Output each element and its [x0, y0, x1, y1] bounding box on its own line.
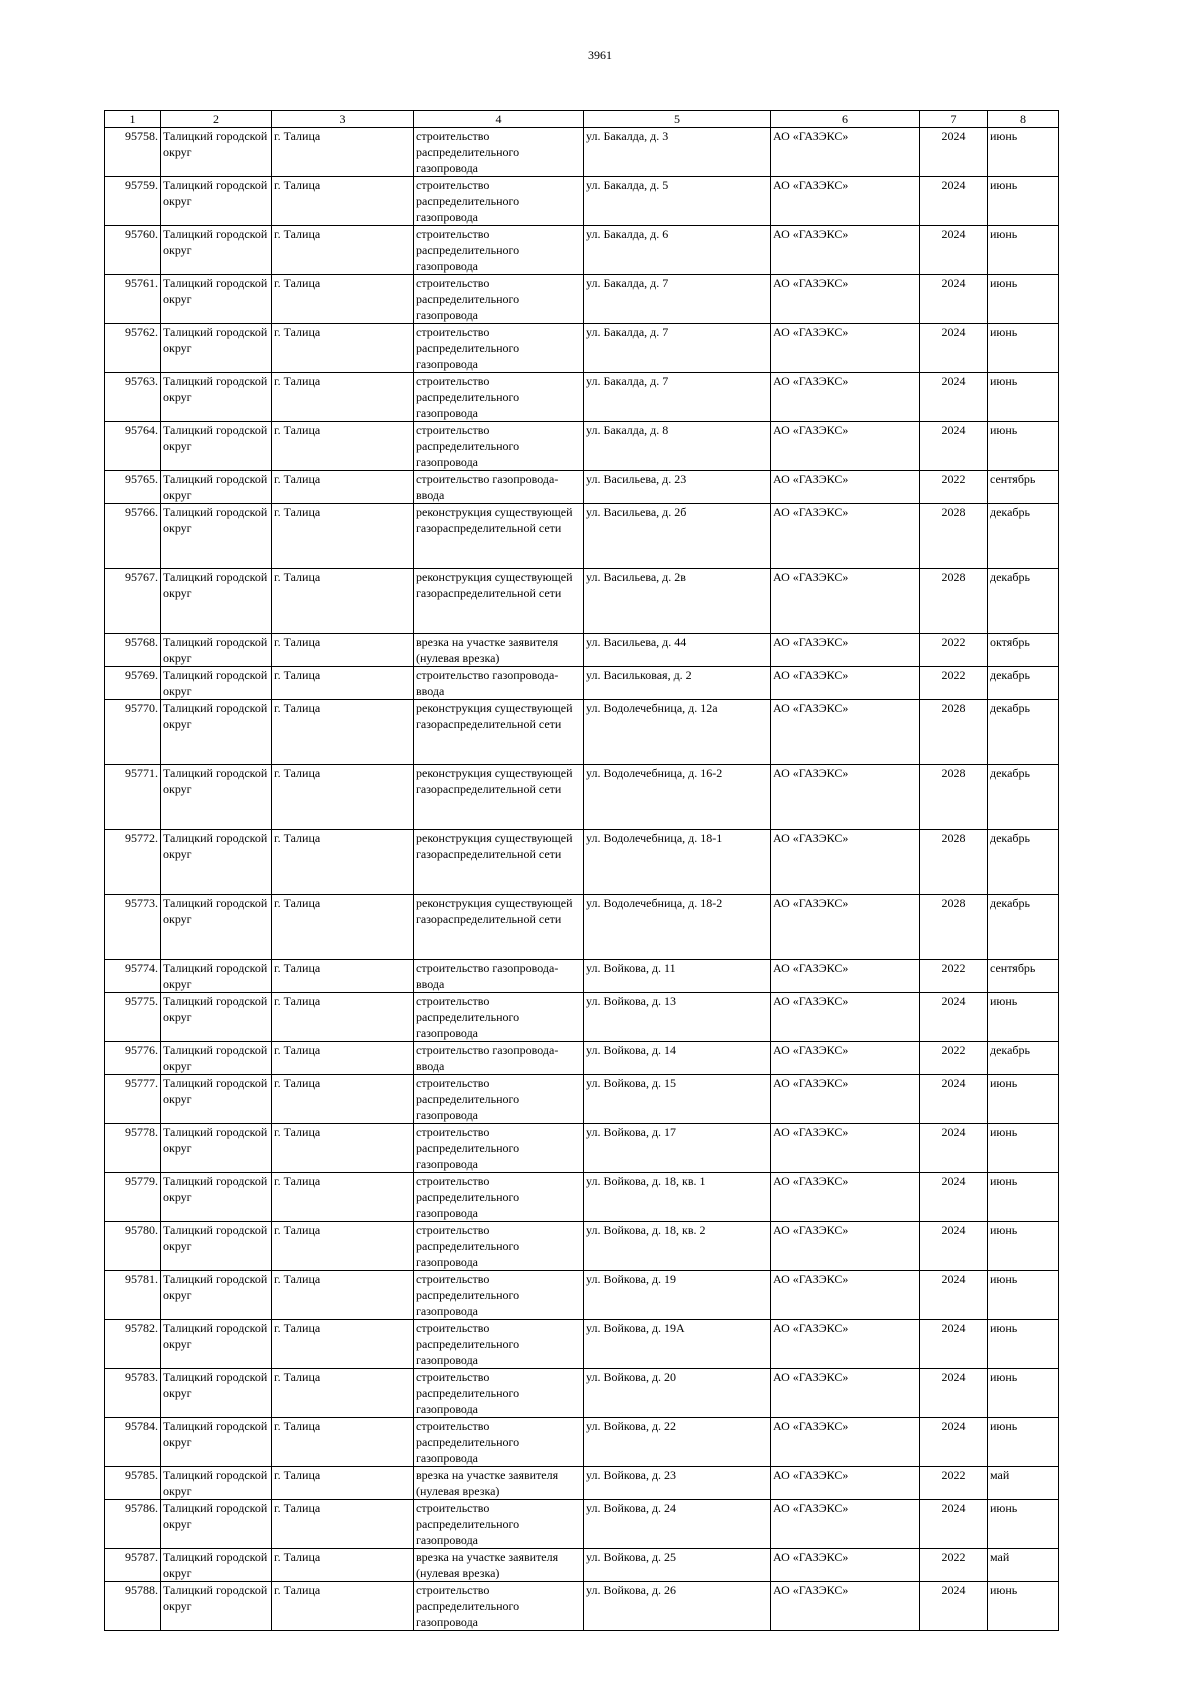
cell-number: 95787. [105, 1549, 161, 1582]
cell-locality: г. Талица [272, 700, 414, 765]
cell-district: Талицкий городской округ [161, 1582, 272, 1631]
cell-address: ул. Бакалда, д. 7 [584, 275, 771, 324]
cell-district: Талицкий городской округ [161, 634, 272, 667]
table-row [105, 960, 1059, 993]
cell-month: июнь [988, 1173, 1059, 1222]
cell-organization: АО «ГАЗЭКС» [771, 422, 920, 471]
table-row [105, 1320, 1059, 1369]
cell-locality: г. Талица [272, 324, 414, 373]
table-row [105, 667, 1059, 700]
cell-organization: АО «ГАЗЭКС» [771, 324, 920, 373]
cell-year: 2028 [920, 765, 988, 830]
table-row [105, 830, 1059, 895]
cell-number: 95784. [105, 1418, 161, 1467]
cell-month: июнь [988, 226, 1059, 275]
table-row [105, 324, 1059, 373]
cell-address: ул. Васильковая, д. 2 [584, 667, 771, 700]
cell-organization: АО «ГАЗЭКС» [771, 1173, 920, 1222]
cell-locality: г. Талица [272, 895, 414, 960]
cell-month: декабрь [988, 895, 1059, 960]
cell-organization: АО «ГАЗЭКС» [771, 993, 920, 1042]
table-row [105, 1369, 1059, 1418]
cell-locality: г. Талица [272, 1042, 414, 1075]
cell-locality: г. Талица [272, 471, 414, 504]
cell-year: 2024 [920, 226, 988, 275]
cell-number: 95767. [105, 569, 161, 634]
cell-month: май [988, 1467, 1059, 1500]
table-row [105, 569, 1059, 634]
cell-month: декабрь [988, 700, 1059, 765]
cell-work-type: строительство распределительного газопровода [414, 324, 584, 373]
cell-organization: АО «ГАЗЭКС» [771, 1271, 920, 1320]
cell-month: декабрь [988, 830, 1059, 895]
cell-month: июнь [988, 177, 1059, 226]
cell-locality: г. Талица [272, 1124, 414, 1173]
cell-year: 2028 [920, 830, 988, 895]
cell-address: ул. Войкова, д. 17 [584, 1124, 771, 1173]
table-row [105, 373, 1059, 422]
table-row [105, 700, 1059, 765]
cell-address: ул. Войкова, д. 18, кв. 2 [584, 1222, 771, 1271]
cell-number: 95776. [105, 1042, 161, 1075]
cell-locality: г. Талица [272, 1320, 414, 1369]
cell-work-type: строительство распределительного газопровода [414, 1173, 584, 1222]
cell-work-type: строительство распределительного газопровода [414, 1320, 584, 1369]
cell-organization: АО «ГАЗЭКС» [771, 634, 920, 667]
cell-month: сентябрь [988, 960, 1059, 993]
cell-month: декабрь [988, 1042, 1059, 1075]
cell-year: 2024 [920, 177, 988, 226]
cell-month: декабрь [988, 765, 1059, 830]
cell-month: июнь [988, 1271, 1059, 1320]
cell-number: 95759. [105, 177, 161, 226]
cell-work-type: врезка на участке заявителя (нулевая врезка) [414, 1467, 584, 1500]
table-row [105, 422, 1059, 471]
cell-month: июнь [988, 128, 1059, 177]
cell-number: 95779. [105, 1173, 161, 1222]
table-row [105, 226, 1059, 275]
cell-address: ул. Бакалда, д. 7 [584, 373, 771, 422]
cell-district: Талицкий городской округ [161, 960, 272, 993]
cell-month: июнь [988, 422, 1059, 471]
cell-district: Талицкий городской округ [161, 1271, 272, 1320]
cell-locality: г. Талица [272, 634, 414, 667]
cell-address: ул. Водолечебница, д. 12а [584, 700, 771, 765]
cell-month: июнь [988, 1369, 1059, 1418]
cell-work-type: реконструкция существующей газораспределительной сети [414, 830, 584, 895]
cell-number: 95774. [105, 960, 161, 993]
table-row [105, 1222, 1059, 1271]
page-number: 3961 [588, 48, 612, 62]
table-row [105, 1467, 1059, 1500]
table-row [105, 128, 1059, 177]
table-row [105, 1124, 1059, 1173]
cell-address: ул. Васильева, д. 44 [584, 634, 771, 667]
cell-address: ул. Войкова, д. 11 [584, 960, 771, 993]
cell-address: ул. Бакалда, д. 8 [584, 422, 771, 471]
cell-district: Талицкий городской округ [161, 1320, 272, 1369]
table-row [105, 895, 1059, 960]
cell-year: 2028 [920, 700, 988, 765]
table-header [105, 111, 1059, 128]
column-header-8: 8 [988, 111, 1059, 128]
cell-organization: АО «ГАЗЭКС» [771, 700, 920, 765]
cell-address: ул. Васильева, д. 23 [584, 471, 771, 504]
cell-year: 2028 [920, 569, 988, 634]
cell-organization: АО «ГАЗЭКС» [771, 895, 920, 960]
cell-locality: г. Талица [272, 1075, 414, 1124]
cell-year: 2024 [920, 1173, 988, 1222]
table-row [105, 634, 1059, 667]
cell-locality: г. Талица [272, 1222, 414, 1271]
cell-number: 95765. [105, 471, 161, 504]
cell-organization: АО «ГАЗЭКС» [771, 504, 920, 569]
cell-year: 2024 [920, 1075, 988, 1124]
table-row [105, 177, 1059, 226]
cell-work-type: строительство газопровода-ввода [414, 1042, 584, 1075]
cell-work-type: строительство распределительного газопровода [414, 1222, 584, 1271]
cell-month: июнь [988, 1500, 1059, 1549]
cell-year: 2024 [920, 275, 988, 324]
cell-organization: АО «ГАЗЭКС» [771, 226, 920, 275]
cell-work-type: строительство распределительного газопровода [414, 1369, 584, 1418]
cell-year: 2022 [920, 1467, 988, 1500]
table-row [105, 1271, 1059, 1320]
cell-organization: АО «ГАЗЭКС» [771, 1549, 920, 1582]
cell-year: 2022 [920, 634, 988, 667]
column-header-6: 6 [771, 111, 920, 128]
cell-organization: АО «ГАЗЭКС» [771, 1369, 920, 1418]
table-row [105, 275, 1059, 324]
cell-district: Талицкий городской округ [161, 1500, 272, 1549]
column-header-2: 2 [161, 111, 272, 128]
cell-number: 95773. [105, 895, 161, 960]
cell-address: ул. Войкова, д. 13 [584, 993, 771, 1042]
cell-locality: г. Талица [272, 128, 414, 177]
cell-number: 95780. [105, 1222, 161, 1271]
cell-month: октябрь [988, 634, 1059, 667]
cell-number: 95770. [105, 700, 161, 765]
cell-district: Талицкий городской округ [161, 667, 272, 700]
cell-district: Талицкий городской округ [161, 1467, 272, 1500]
cell-address: ул. Войкова, д. 19 [584, 1271, 771, 1320]
cell-address: ул. Бакалда, д. 6 [584, 226, 771, 275]
cell-number: 95777. [105, 1075, 161, 1124]
column-header-1: 1 [105, 111, 161, 128]
cell-address: ул. Васильева, д. 2в [584, 569, 771, 634]
cell-number: 95781. [105, 1271, 161, 1320]
cell-work-type: врезка на участке заявителя (нулевая врезка) [414, 1549, 584, 1582]
cell-work-type: реконструкция существующей газораспределительной сети [414, 895, 584, 960]
cell-month: июнь [988, 373, 1059, 422]
cell-locality: г. Талица [272, 1467, 414, 1500]
cell-work-type: строительство газопровода-ввода [414, 667, 584, 700]
cell-number: 95778. [105, 1124, 161, 1173]
cell-organization: АО «ГАЗЭКС» [771, 1042, 920, 1075]
cell-work-type: реконструкция существующей газораспределительной сети [414, 569, 584, 634]
cell-year: 2022 [920, 1549, 988, 1582]
cell-district: Талицкий городской округ [161, 324, 272, 373]
cell-district: Талицкий городской округ [161, 765, 272, 830]
cell-work-type: реконструкция существующей газораспределительной сети [414, 765, 584, 830]
cell-month: июнь [988, 1418, 1059, 1467]
table-row [105, 993, 1059, 1042]
cell-organization: АО «ГАЗЭКС» [771, 1124, 920, 1173]
cell-work-type: строительство газопровода-ввода [414, 471, 584, 504]
cell-locality: г. Талица [272, 569, 414, 634]
table-row [105, 1500, 1059, 1549]
cell-work-type: строительство распределительного газопровода [414, 177, 584, 226]
cell-locality: г. Талица [272, 830, 414, 895]
table-row [105, 1042, 1059, 1075]
cell-district: Талицкий городской округ [161, 1173, 272, 1222]
cell-address: ул. Войкова, д. 18, кв. 1 [584, 1173, 771, 1222]
cell-address: ул. Войкова, д. 20 [584, 1369, 771, 1418]
cell-locality: г. Талица [272, 1500, 414, 1549]
cell-address: ул. Бакалда, д. 7 [584, 324, 771, 373]
cell-work-type: строительство распределительного газопровода [414, 275, 584, 324]
cell-organization: АО «ГАЗЭКС» [771, 1500, 920, 1549]
cell-district: Талицкий городской округ [161, 373, 272, 422]
cell-organization: АО «ГАЗЭКС» [771, 830, 920, 895]
cell-district: Талицкий городской округ [161, 569, 272, 634]
cell-organization: АО «ГАЗЭКС» [771, 569, 920, 634]
cell-district: Талицкий городской округ [161, 177, 272, 226]
cell-address: ул. Войкова, д. 19А [584, 1320, 771, 1369]
cell-number: 95788. [105, 1582, 161, 1631]
column-header-3: 3 [272, 111, 414, 128]
header-row [105, 111, 1059, 128]
cell-year: 2024 [920, 1369, 988, 1418]
cell-address: ул. Войкова, д. 23 [584, 1467, 771, 1500]
cell-year: 2022 [920, 960, 988, 993]
cell-district: Талицкий городской округ [161, 830, 272, 895]
column-header-4: 4 [414, 111, 584, 128]
cell-locality: г. Талица [272, 1582, 414, 1631]
cell-address: ул. Водолечебница, д. 16-2 [584, 765, 771, 830]
cell-work-type: строительство распределительного газопровода [414, 128, 584, 177]
cell-month: июнь [988, 1582, 1059, 1631]
cell-number: 95768. [105, 634, 161, 667]
cell-year: 2024 [920, 993, 988, 1042]
cell-organization: АО «ГАЗЭКС» [771, 128, 920, 177]
cell-district: Талицкий городской округ [161, 1075, 272, 1124]
table-row [105, 1418, 1059, 1467]
cell-locality: г. Талица [272, 1549, 414, 1582]
cell-year: 2024 [920, 1124, 988, 1173]
cell-work-type: врезка на участке заявителя (нулевая врезка) [414, 634, 584, 667]
cell-organization: АО «ГАЗЭКС» [771, 1222, 920, 1271]
cell-year: 2024 [920, 1500, 988, 1549]
table-row [105, 1173, 1059, 1222]
cell-work-type: реконструкция существующей газораспределительной сети [414, 504, 584, 569]
cell-work-type: строительство распределительного газопровода [414, 1124, 584, 1173]
cell-organization: АО «ГАЗЭКС» [771, 1418, 920, 1467]
cell-number: 95760. [105, 226, 161, 275]
cell-year: 2024 [920, 373, 988, 422]
cell-month: декабрь [988, 504, 1059, 569]
cell-month: июнь [988, 1222, 1059, 1271]
cell-year: 2028 [920, 895, 988, 960]
cell-year: 2024 [920, 1582, 988, 1631]
cell-month: июнь [988, 324, 1059, 373]
cell-organization: АО «ГАЗЭКС» [771, 1320, 920, 1369]
cell-address: ул. Бакалда, д. 5 [584, 177, 771, 226]
cell-month: декабрь [988, 569, 1059, 634]
cell-district: Талицкий городской округ [161, 1549, 272, 1582]
cell-work-type: строительство распределительного газопровода [414, 1418, 584, 1467]
cell-work-type: реконструкция существующей газораспределительной сети [414, 700, 584, 765]
cell-month: июнь [988, 1075, 1059, 1124]
cell-work-type: строительство распределительного газопровода [414, 1500, 584, 1549]
cell-number: 95766. [105, 504, 161, 569]
cell-district: Талицкий городской округ [161, 1124, 272, 1173]
cell-work-type: строительство газопровода-ввода [414, 960, 584, 993]
cell-locality: г. Талица [272, 177, 414, 226]
cell-number: 95775. [105, 993, 161, 1042]
cell-year: 2022 [920, 471, 988, 504]
cell-address: ул. Войкова, д. 25 [584, 1549, 771, 1582]
cell-district: Талицкий городской округ [161, 422, 272, 471]
column-header-7: 7 [920, 111, 988, 128]
cell-month: июнь [988, 1124, 1059, 1173]
cell-organization: АО «ГАЗЭКС» [771, 471, 920, 504]
cell-district: Талицкий городской округ [161, 895, 272, 960]
cell-locality: г. Талица [272, 504, 414, 569]
cell-district: Талицкий городской округ [161, 1222, 272, 1271]
cell-work-type: строительство распределительного газопровода [414, 1075, 584, 1124]
table-row [105, 471, 1059, 504]
cell-organization: АО «ГАЗЭКС» [771, 1467, 920, 1500]
cell-year: 2022 [920, 1042, 988, 1075]
cell-address: ул. Водолечебница, д. 18-1 [584, 830, 771, 895]
cell-number: 95764. [105, 422, 161, 471]
cell-district: Талицкий городской округ [161, 993, 272, 1042]
cell-number: 95786. [105, 1500, 161, 1549]
cell-work-type: строительство распределительного газопровода [414, 1582, 584, 1631]
cell-work-type: строительство распределительного газопровода [414, 226, 584, 275]
cell-district: Талицкий городской округ [161, 1418, 272, 1467]
table-row [105, 504, 1059, 569]
cell-locality: г. Талица [272, 765, 414, 830]
cell-work-type: строительство распределительного газопровода [414, 373, 584, 422]
cell-number: 95758. [105, 128, 161, 177]
cell-organization: АО «ГАЗЭКС» [771, 1075, 920, 1124]
cell-locality: г. Талица [272, 226, 414, 275]
cell-work-type: строительство распределительного газопровода [414, 993, 584, 1042]
cell-month: декабрь [988, 667, 1059, 700]
cell-year: 2024 [920, 324, 988, 373]
cell-month: июнь [988, 275, 1059, 324]
cell-month: июнь [988, 1320, 1059, 1369]
cell-work-type: строительство распределительного газопровода [414, 422, 584, 471]
cell-locality: г. Талица [272, 1173, 414, 1222]
cell-year: 2024 [920, 1418, 988, 1467]
cell-locality: г. Талица [272, 960, 414, 993]
cell-address: ул. Водолечебница, д. 18-2 [584, 895, 771, 960]
cell-month: сентябрь [988, 471, 1059, 504]
cell-number: 95769. [105, 667, 161, 700]
cell-month: июнь [988, 993, 1059, 1042]
cell-year: 2028 [920, 504, 988, 569]
table-row [105, 765, 1059, 830]
cell-district: Талицкий городской округ [161, 504, 272, 569]
cell-work-type: строительство распределительного газопровода [414, 1271, 584, 1320]
cell-organization: АО «ГАЗЭКС» [771, 177, 920, 226]
cell-locality: г. Талица [272, 275, 414, 324]
cell-year: 2024 [920, 1222, 988, 1271]
cell-locality: г. Талица [272, 1418, 414, 1467]
cell-address: ул. Васильева, д. 2б [584, 504, 771, 569]
cell-district: Талицкий городской округ [161, 700, 272, 765]
cell-district: Талицкий городской округ [161, 471, 272, 504]
cell-organization: АО «ГАЗЭКС» [771, 667, 920, 700]
cell-number: 95772. [105, 830, 161, 895]
cell-address: ул. Войкова, д. 24 [584, 1500, 771, 1549]
cell-locality: г. Талица [272, 1369, 414, 1418]
cell-number: 95763. [105, 373, 161, 422]
table-row [105, 1075, 1059, 1124]
cell-year: 2024 [920, 422, 988, 471]
cell-address: ул. Войкова, д. 26 [584, 1582, 771, 1631]
gasification-table [104, 110, 1059, 1631]
cell-organization: АО «ГАЗЭКС» [771, 275, 920, 324]
cell-locality: г. Талица [272, 373, 414, 422]
cell-district: Талицкий городской округ [161, 275, 272, 324]
cell-district: Талицкий городской округ [161, 226, 272, 275]
cell-month: май [988, 1549, 1059, 1582]
cell-district: Талицкий городской округ [161, 1369, 272, 1418]
cell-locality: г. Талица [272, 422, 414, 471]
cell-number: 95783. [105, 1369, 161, 1418]
table-body [105, 128, 1059, 1631]
cell-locality: г. Талица [272, 993, 414, 1042]
table-row [105, 1549, 1059, 1582]
cell-locality: г. Талица [272, 1271, 414, 1320]
cell-address: ул. Бакалда, д. 3 [584, 128, 771, 177]
cell-number: 95782. [105, 1320, 161, 1369]
cell-locality: г. Талица [272, 667, 414, 700]
cell-address: ул. Войкова, д. 22 [584, 1418, 771, 1467]
cell-district: Талицкий городской округ [161, 128, 272, 177]
cell-district: Талицкий городской округ [161, 1042, 272, 1075]
cell-number: 95762. [105, 324, 161, 373]
cell-year: 2024 [920, 128, 988, 177]
column-header-5: 5 [584, 111, 771, 128]
cell-address: ул. Войкова, д. 15 [584, 1075, 771, 1124]
cell-year: 2024 [920, 1271, 988, 1320]
table-row [105, 1582, 1059, 1631]
cell-number: 95761. [105, 275, 161, 324]
cell-number: 95785. [105, 1467, 161, 1500]
cell-organization: АО «ГАЗЭКС» [771, 1582, 920, 1631]
cell-year: 2024 [920, 1320, 988, 1369]
cell-year: 2022 [920, 667, 988, 700]
cell-number: 95771. [105, 765, 161, 830]
cell-address: ул. Войкова, д. 14 [584, 1042, 771, 1075]
cell-organization: АО «ГАЗЭКС» [771, 373, 920, 422]
cell-organization: АО «ГАЗЭКС» [771, 765, 920, 830]
cell-organization: АО «ГАЗЭКС» [771, 960, 920, 993]
